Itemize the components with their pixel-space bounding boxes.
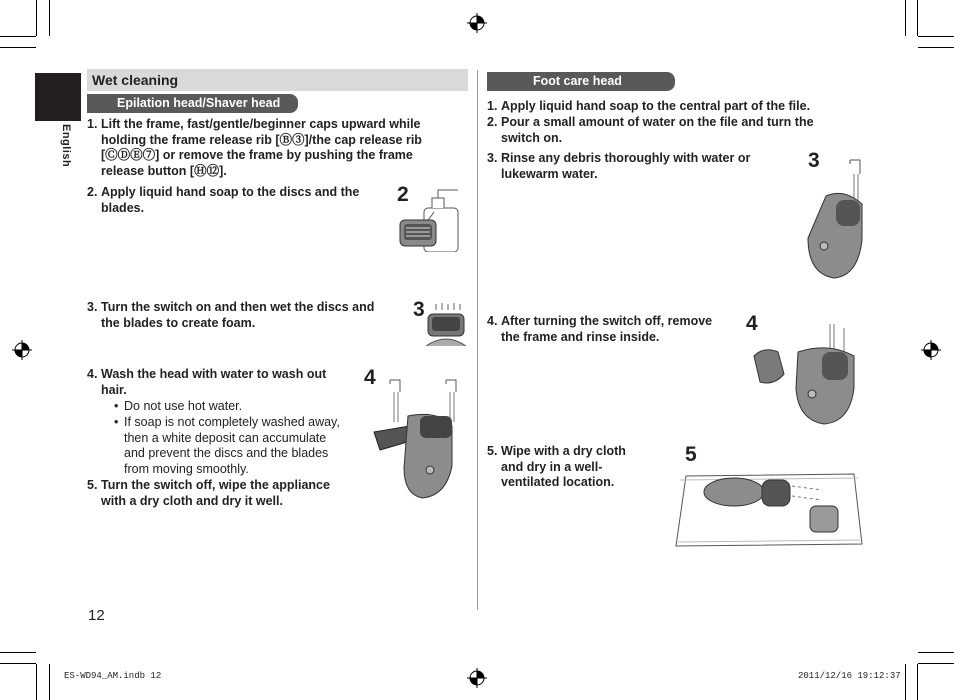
step-item: 5. Turn the switch off, wipe the appliance with a dry cloth and dry it well. — [87, 478, 330, 508]
figure-number: 5 — [685, 443, 697, 466]
page-number: 12 — [88, 607, 105, 624]
rinsing-illustration — [368, 376, 468, 500]
figure-number: 4 — [746, 312, 758, 335]
registration-mark-icon — [467, 13, 487, 33]
crop-mark — [917, 664, 918, 700]
note-bullet: • If soap is not completely washed away, then a white deposit can accumulate and prevent the discs and the blades from moving smoothly. — [114, 415, 340, 476]
crop-mark — [0, 47, 36, 48]
crop-mark — [918, 663, 954, 664]
registration-mark-icon — [12, 340, 32, 360]
step-item: 1. Apply liquid hand soap to the central part of the file. — [487, 99, 811, 113]
figure-number: 3 — [413, 298, 425, 321]
crop-mark — [0, 36, 36, 37]
crop-mark — [918, 47, 954, 48]
crop-mark — [0, 663, 36, 664]
crop-mark — [918, 652, 954, 653]
crop-mark — [36, 0, 37, 36]
note-bullet: • Do not use hot water. — [114, 399, 243, 413]
crop-mark — [36, 664, 37, 700]
step-item: 2. Pour a small amount of water on the file and turn the switch on. — [487, 115, 814, 145]
subsection-pill: Epilation head/Shaver head — [87, 94, 298, 113]
crop-mark — [905, 0, 906, 36]
drying-cloth-illustration — [672, 466, 864, 548]
crop-mark — [49, 0, 50, 36]
figure-number: 2 — [397, 183, 409, 206]
frame-removal-illustration — [752, 322, 862, 426]
crop-mark — [49, 664, 50, 700]
step-item: 5. Wipe with a dry cloth and dry in a well- ventilated location. — [487, 444, 626, 490]
step-item: 2. Apply liquid hand soap to the discs and the blades. — [87, 185, 360, 215]
crop-mark — [0, 652, 36, 653]
step-item: 4. After turning the switch off, remove the frame and rinse inside. — [487, 314, 713, 344]
section-title: Wet cleaning — [92, 72, 179, 88]
soap-bottle-illustration — [398, 188, 464, 252]
footer-file-info: ES-WD94_AM.indb 12 — [64, 671, 162, 681]
column-divider — [477, 70, 478, 610]
registration-mark-icon — [467, 668, 487, 688]
step-item: 3. Rinse any debris thoroughly with water or lukewarm water. — [487, 151, 751, 181]
registration-mark-icon — [921, 340, 941, 360]
figure-number: 4 — [364, 366, 376, 389]
figure-number: 3 — [808, 149, 820, 172]
crop-mark — [918, 36, 954, 37]
step-item: 3. Turn the switch on and then wet the discs and the blades to create foam. — [87, 300, 375, 330]
subsection-pill: Foot care head — [487, 72, 675, 91]
language-tab — [35, 73, 81, 121]
crop-mark — [917, 0, 918, 36]
foaming-head-illustration — [426, 302, 466, 346]
step-item: 1. Lift the frame, fast/gentle/beginner caps upward while holding the frame release rib [Ⓑ③]/the cap release rib [ⒸⒹⒺ⑦] or remove the frame by pushing the frame release button [Ⓗ⑫]. — [87, 117, 422, 178]
step-item: 4. Wash the head with water to wash out hair. — [87, 367, 327, 397]
crop-mark — [905, 664, 906, 700]
footer-timestamp: 2011/12/16 19:12:37 — [798, 671, 901, 681]
foot-file-rinse-illustration — [806, 156, 868, 280]
language-label: English — [60, 124, 72, 168]
